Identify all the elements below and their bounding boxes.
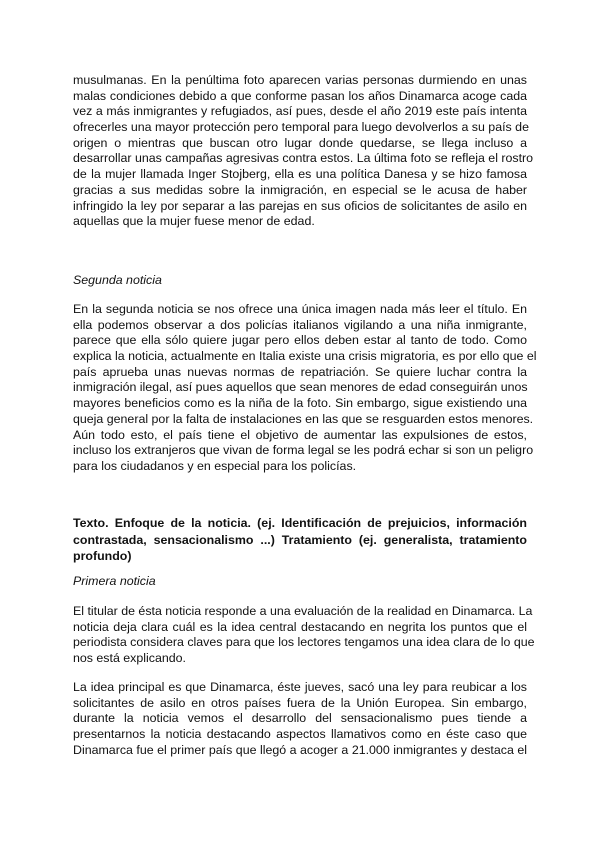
subheading-segunda-noticia (73, 273, 527, 289)
text-line: Segunda noticia (73, 273, 162, 287)
text-line: ella podemos observar a dos policías italianos vigilando a una niña inmigrante, (73, 317, 527, 332)
text-line: para los ciudadanos y en especial para los policías. (73, 458, 357, 473)
paragraph-second-news (73, 302, 537, 475)
text-line: de la mujer llamada Inger Stojberg, ella es una política Danesa y se hizo famosa (73, 167, 527, 182)
text-line: La idea principal es que Dinamarca, éste jueves, sacó una ley para reubicar a los (73, 680, 527, 694)
text-line: nos está explicando. (73, 651, 186, 666)
text-line: parece que ella sólo quiere jugar pero ellos deben estar al tanto de todo. Como (73, 333, 527, 348)
text-line: durante la noticia vemos el desarrollo del sensacionalismo pues tiende a (73, 711, 527, 726)
text-line: país aprueba unas nuevas normas de repatriación. Se quiere luchar contra la (73, 364, 527, 379)
text-line: explica la noticia, actualmente en Italia existe una crisis migratoria, es por ello que el (73, 349, 537, 364)
text-line: malas condiciones debido a que conforme pasan los años Dinamarca acoge cada (73, 88, 527, 103)
text-line: vez a más inmigrantes y refugiados, así pues, desde el año 2019 este país intenta (73, 104, 527, 119)
text-line: ofrecerles una mayor protección pero temporal para luego devolverlos a su país de (73, 120, 529, 135)
text-line: Aún todo esto, el país tiene el objetivo de aumentar las expulsiones de estos, (73, 427, 527, 442)
text-line: gracias a sus medidas sobre la inmigración, en especial se le acusa de haber (73, 182, 527, 197)
text-line: musulmanas. En la penúltima foto aparecen varias personas durmiendo en unas (73, 73, 527, 87)
text-line: queja general por la falta de instalaciones en las que se resguarden estos menores. (73, 411, 534, 426)
text-line: profundo) (73, 549, 132, 563)
text-line: inmigración ilegal, así pues aquellos que sean menores de edad conseguirán unos (73, 380, 528, 395)
text-line: presentarnos la noticia destacando aspectos llamativos como en éste caso que (73, 727, 527, 742)
text-line: noticia deja clara cuál es la idea central destacando en negrita los puntos que el (73, 619, 527, 634)
paragraph-titular (73, 604, 535, 667)
text-line: infringido la ley por separar a las parejas en sus oficios de solicitantes de asilo en (73, 198, 527, 213)
section-heading-texto-enfoque (73, 515, 527, 565)
text-line: origen o mientras que buscan otro lugar donde quedarse, se llega incluso a (73, 135, 527, 150)
text-line: aquellas que la mujer fuese menor de edad. (73, 214, 315, 229)
paragraph-first-news-photos (73, 73, 534, 230)
text-line: incluso los extranjeros que vivan de forma legal se les podrá echar si son un peligro (73, 443, 534, 458)
text-line: desarrollar unas campañas agresivas contra estos. La última foto se refleja el rostro (73, 151, 534, 166)
text-line: Texto. Enfoque de la noticia. (ej. Identificación de prejuicios, información (73, 516, 527, 530)
text-line: Dinamarca fue el primer país que llegó a acoger a 21.000 inmigrantes y destaca el (73, 742, 527, 757)
text-line: En la segunda noticia se nos ofrece una única imagen nada más leer el título. En (73, 302, 527, 316)
text-line: solicitantes de asilo en otros países fuera de la Unión Europea. Sin embargo, (73, 695, 527, 710)
text-line: Primera noticia (73, 574, 156, 588)
text-line: El titular de ésta noticia responde a una evaluación de la realidad en Dinamarca. La (73, 604, 533, 618)
text-line: periodista considera claves para que los lectores tengamos una idea clara de lo que (73, 635, 535, 650)
subheading-primera-noticia (73, 574, 527, 590)
paragraph-idea-principal (73, 680, 527, 758)
text-line: contrastada, sensacionalismo ...) Tratamiento (ej. generalista, tratamiento (73, 532, 527, 547)
text-line: mayores beneficios como es la niña de la foto. Sin embargo, sigue existiendo una (73, 396, 527, 411)
